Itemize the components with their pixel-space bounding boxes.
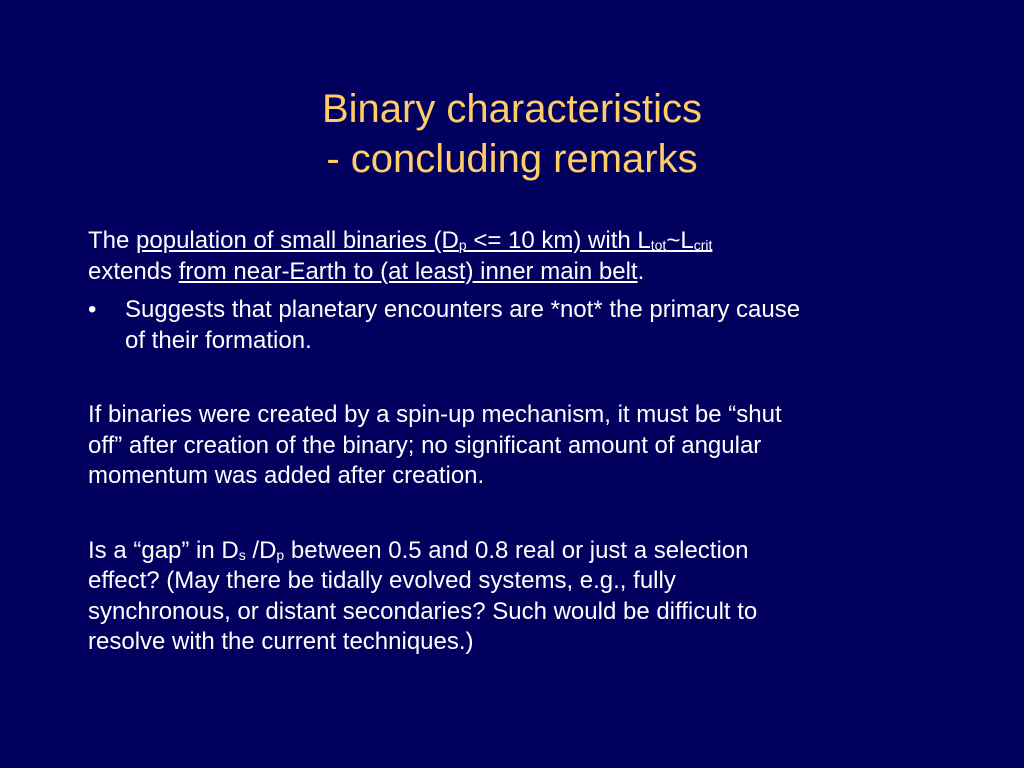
paragraph-gap-question [88, 536, 948, 658]
spin-up-line-3: momentum was added after creation. [88, 462, 485, 489]
bullet-line-2: of their formation. [125, 326, 312, 354]
text-extends: extends [88, 257, 179, 285]
population-text-a: population of small binaries (D [136, 227, 459, 254]
underlined-range-phrase: from near-Earth to (at least) inner main belt [178, 257, 638, 285]
paragraph-population-line-2 [88, 257, 948, 288]
underlined-population-phrase [136, 227, 712, 254]
title-line-1: Binary characteristics [321, 87, 703, 131]
gap-text-c: between 0.5 and 0.8 real or just a selection [284, 536, 749, 564]
gap-line-4: resolve with the current techniques.) [88, 628, 474, 655]
spin-up-line-1: If binaries were created by a spin-up mechanism, it must be “shut [88, 401, 782, 428]
population-text-c: ~L [666, 227, 694, 254]
paragraph-population [88, 226, 948, 287]
bullet-marker: • [88, 296, 97, 323]
gap-line-2: effect? (May there be tidally evolved systems, e.g., fully [88, 567, 676, 594]
text-the: The [88, 227, 137, 254]
paragraph-spin-up [88, 400, 948, 492]
subscript-p-2: p [276, 546, 285, 563]
gap-line-3: synchronous, or distant secondaries? Such would be difficult to [88, 597, 758, 625]
slide-title [0, 84, 1024, 184]
paragraph-population-line-1 [88, 226, 948, 257]
title-line-2: - concluding remarks [326, 137, 698, 181]
gap-line-1 [88, 536, 948, 567]
slide-body [88, 226, 948, 658]
gap-text-b: /D [245, 536, 277, 564]
spin-up-line-2: off” after creation of the binary; no significant amount of angular [88, 431, 762, 459]
bullet-line-1: Suggests that planetary encounters are *not* the primary cause [125, 296, 801, 323]
subscript-p: p [458, 237, 467, 253]
gap-text-a: Is a “gap” in D [88, 536, 239, 564]
population-text-b: <= 10 km) with L [466, 227, 651, 254]
subscript-s: s [238, 546, 246, 563]
text-period: . [637, 257, 645, 285]
subscript-crit: crit [693, 237, 713, 253]
subscript-tot: tot [650, 237, 667, 253]
bullet-item-encounters [88, 295, 948, 356]
